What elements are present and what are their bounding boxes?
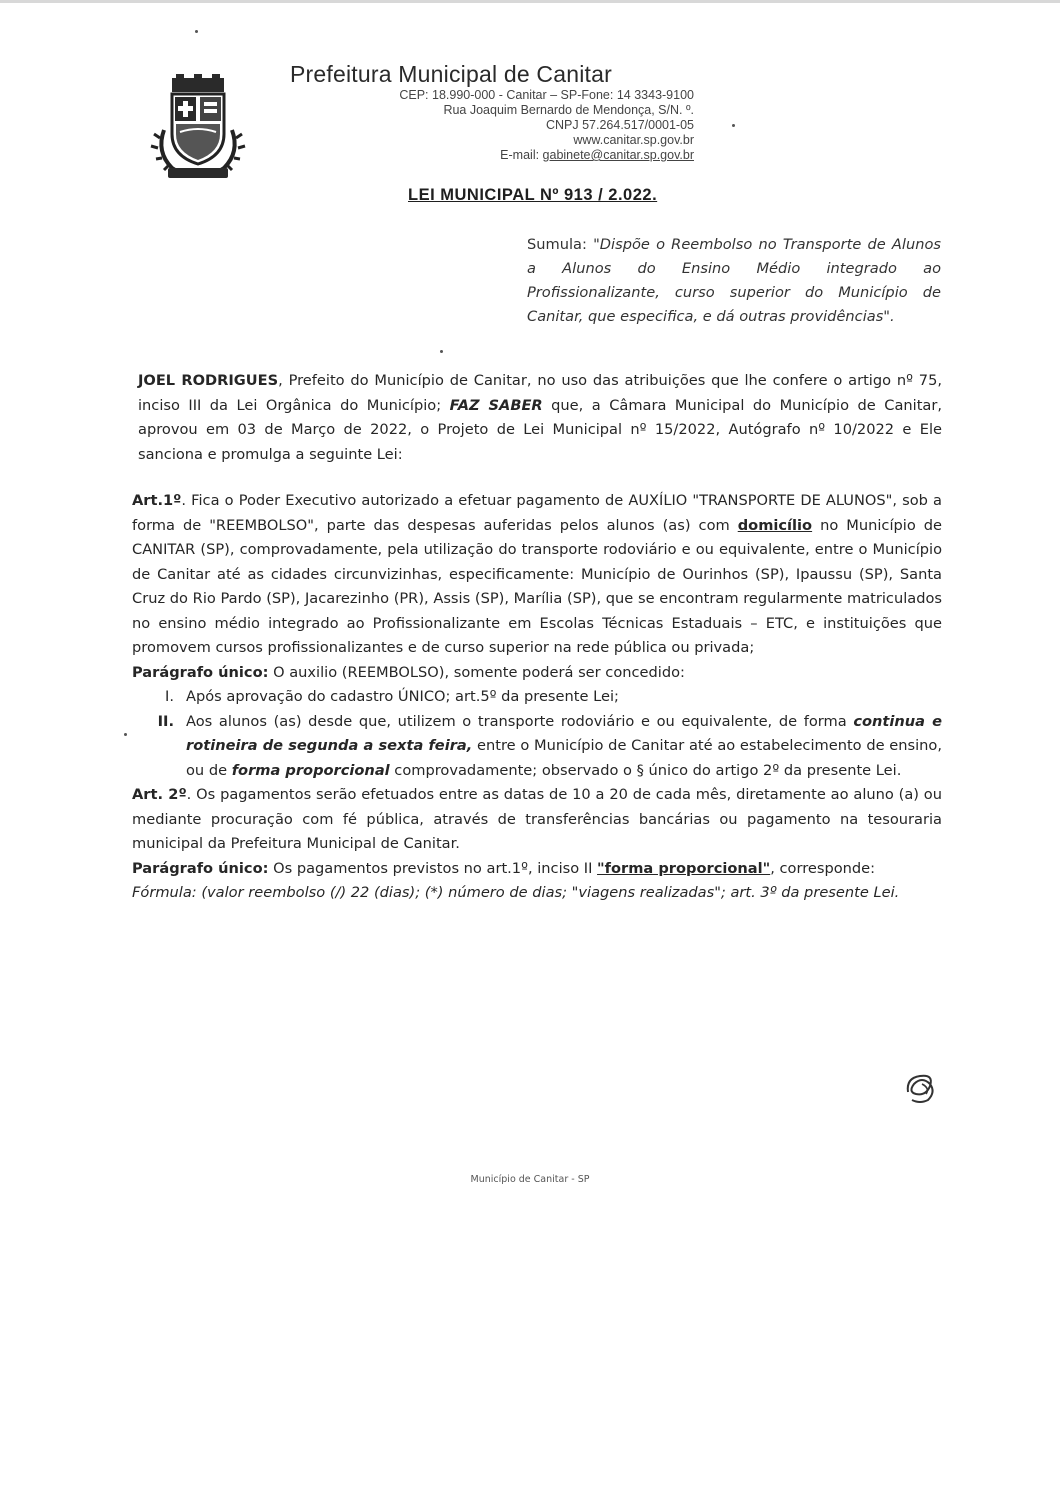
article-1 bbox=[132, 489, 942, 661]
mayor-name: JOEL RODRIGUES bbox=[138, 372, 279, 389]
preamble-text-1: , Prefeito do Município de Canitar, no uso das atribuições que lhe confere o artigo nº 75, inciso III da Lei Orgânica do Município; bbox=[138, 372, 943, 414]
paragrafo-label: Parágrafo único: bbox=[132, 663, 269, 681]
faz-saber: FAZ SABER bbox=[449, 396, 543, 414]
article-1-label: Art.1º bbox=[132, 492, 182, 509]
paragrafo-text: O auxilio (REEMBOLSO), somente poderá ser concedido: bbox=[268, 663, 685, 681]
item-number: I. bbox=[165, 688, 174, 705]
letterhead bbox=[290, 60, 730, 163]
article-2-label: Art. 2º bbox=[132, 786, 187, 803]
list-item bbox=[146, 685, 942, 710]
formula-text: Fórmula: (valor reembolso (/) 22 (dias); (*) número de dias; "viagens realizadas"; art. 3º da presente Lei. bbox=[132, 884, 900, 901]
article-1-items bbox=[146, 685, 942, 783]
paragrafo-text-2: , corresponde: bbox=[770, 859, 876, 877]
preamble bbox=[138, 369, 942, 467]
articles bbox=[132, 489, 942, 906]
article-1-text-2: no Município de CANITAR (SP), comprovadamente, pela utilização do transporte rodoviário e ou equivalente, entre o Município de Canitar até as cidades circunvizinhas, especificamente: Município de Ourinhos (SP), Ipaussu (SP), Santa Cruz do Rio Pardo (SP), Jacarezinho (PR), Assis (SP), Marília (SP), que se encontram regularmente matriculados no ensino médio integrado ao Profissionalizante em Escolas Técnicas Estaduais – ETC, e instituições que promovem cursos profissionalizantes e de curso superior na rede pública ou privada; bbox=[132, 516, 942, 656]
item-text: Após aprovação do cadastro ÚNICO; art.5º da presente Lei; bbox=[186, 688, 619, 705]
article-1-text-1: . Fica o Poder Executivo autorizado a efetuar pagamento de AUXÍLIO "TRANSPORTE DE ALUNOS", sob a forma de "REEMBOLSO", parte das despesas auferidas pelos alunos (as) com bbox=[132, 492, 942, 534]
item-number: II. bbox=[157, 712, 174, 730]
scan-speck bbox=[732, 124, 735, 127]
list-item bbox=[146, 710, 942, 784]
article-2-paragraph bbox=[132, 857, 942, 882]
article-1-paragraph bbox=[132, 661, 942, 686]
scan-speck bbox=[440, 350, 443, 353]
address-line: Rua Joaquim Bernardo de Mendonça, S/N. º. bbox=[443, 103, 694, 117]
email-label: E-mail: bbox=[500, 148, 543, 162]
item-text bbox=[186, 710, 942, 784]
preamble-text-2: que, a Câmara Municipal do Município de Canitar, aprovou em 03 de Março de 2022, o Projeto de Lei Municipal nº 15/2022, Autógrafo nº 10/2022 e Ele sanciona e promulga a seguinte Lei: bbox=[138, 396, 942, 463]
domicilio-term: domicílio bbox=[737, 516, 813, 534]
scan-edge bbox=[0, 0, 1060, 3]
article-2 bbox=[132, 783, 942, 857]
email-link[interactable]: gabinete@canitar.sp.gov.br bbox=[542, 148, 694, 162]
sumula bbox=[527, 233, 941, 329]
law-title: LEI MUNICIPAL Nº 913 / 2.022. bbox=[408, 186, 658, 204]
item-text-part: entre o Município de Canitar até ao estabelecimento de ensino, ou de bbox=[186, 737, 942, 779]
item-text-part: Aos alunos (as) desde que, utilizem o transporte rodoviário e ou equivalente, de forma bbox=[186, 712, 854, 730]
cep-line: CEP: 18.990-000 - Canitar – SP-Fone: 14 3343-9100 bbox=[399, 88, 694, 102]
sumula-text: "Dispõe o Reembolso no Transporte de Alunos a Alunos do Ensino Médio integrado ao Profissionalizante, curso superior do Município de Canitar, que especifica, e dá outras providências". bbox=[527, 236, 941, 325]
municipal-crest-icon bbox=[142, 72, 254, 184]
article-2-text: . Os pagamentos serão efetuados entre as datas de 10 a 20 de cada mês, diretamente ao aluno (a) ou mediante procuração com fé pública, através de transferências bancárias ou pagamento na tesouraria municipal da Prefeitura Municipal de Canitar. bbox=[132, 786, 942, 852]
signature-initials-icon bbox=[900, 1070, 944, 1106]
letterhead-contact bbox=[354, 88, 694, 163]
website-link[interactable]: www.canitar.sp.gov.br bbox=[573, 133, 694, 147]
cnpj-line: CNPJ 57.264.517/0001-05 bbox=[545, 118, 694, 132]
paragrafo-text: Os pagamentos previstos no art.1º, inciso II bbox=[268, 859, 598, 877]
letterhead-title: Prefeitura Municipal de Canitar bbox=[290, 61, 612, 87]
forma-proporcional-term: "forma proporcional" bbox=[597, 859, 771, 877]
sumula-label: Sumula: bbox=[527, 236, 594, 253]
item-emphasis: forma proporcional bbox=[231, 761, 390, 779]
item-text-part: comprovadamente; observado o § único do artigo 2º da presente Lei. bbox=[389, 761, 902, 779]
paragrafo-label: Parágrafo único: bbox=[132, 859, 269, 877]
scan-speck bbox=[124, 733, 127, 736]
email-line bbox=[354, 148, 694, 163]
page-footer: Município de Canitar - SP bbox=[470, 1174, 590, 1185]
scan-speck bbox=[195, 30, 198, 33]
item-emphasis: continua e rotineira de segunda a sexta feira, bbox=[186, 712, 943, 754]
